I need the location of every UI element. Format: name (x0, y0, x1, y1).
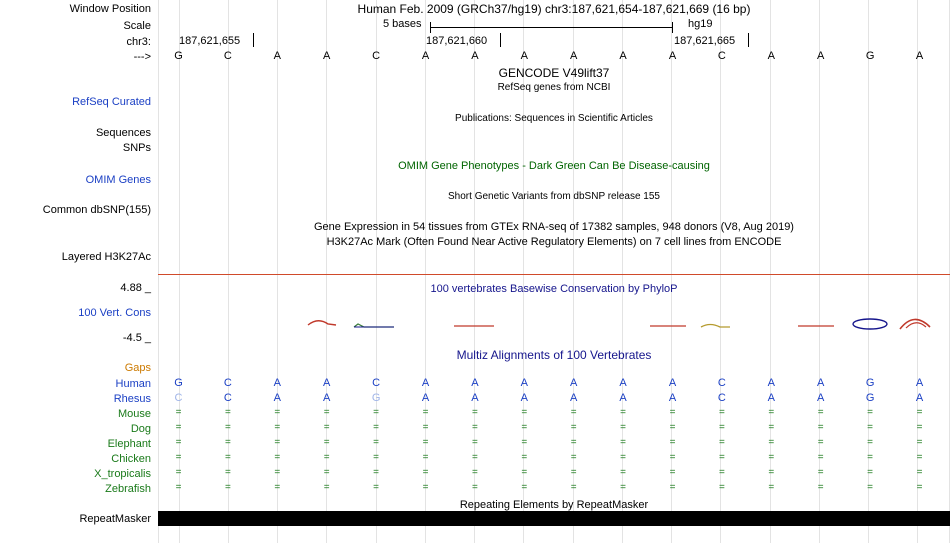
alignment-gap-mark: = (422, 422, 429, 433)
alignment-gap-mark: = (669, 452, 676, 463)
ruler-base: A (817, 50, 825, 62)
alignment-gap-mark: = (768, 407, 775, 418)
alignment-gap-mark: = (373, 437, 380, 448)
alignment-gap-mark: = (175, 437, 182, 448)
conservation-plot (158, 305, 950, 345)
ruler-base: G (865, 50, 875, 62)
alignment-gap-mark: = (323, 437, 330, 448)
title-omim-phenotypes: OMIM Gene Phenotypes - Dark Green Can Be Disease-causing (398, 160, 710, 172)
label-cons-min: -4.5 _ (122, 332, 151, 344)
label-scale: Scale (123, 20, 151, 32)
human-base: G (174, 377, 183, 389)
alignment-gap-mark: = (817, 482, 824, 493)
alignment-gap-mark: = (373, 482, 380, 493)
alignment-gap-mark: = (224, 482, 231, 493)
rhesus-base: C (174, 392, 183, 404)
alignment-gap-mark: = (274, 467, 281, 478)
position-label-3: 187,621,665 (674, 35, 736, 47)
assembly-tag: hg19 (688, 18, 713, 30)
alignment-gap-mark: = (175, 467, 182, 478)
label-common-dbsnp[interactable]: Common dbSNP(155) (42, 204, 151, 216)
title-publications: Publications: Sequences in Scientific Articles (455, 113, 653, 124)
ruler-base: A (619, 50, 627, 62)
alignment-gap-mark: = (422, 467, 429, 478)
alignment-gap-mark: = (620, 422, 627, 433)
label-sequences[interactable]: Sequences (95, 127, 151, 139)
human-base: A (471, 377, 479, 389)
rhesus-base: A (520, 392, 528, 404)
human-base: A (570, 377, 578, 389)
label-omim-genes[interactable]: OMIM Genes (85, 174, 151, 186)
alignment-gap-mark: = (471, 482, 478, 493)
human-base: A (273, 377, 281, 389)
alignment-row-mouse (158, 407, 950, 421)
alignment-gap-mark: = (224, 437, 231, 448)
label-species-dog[interactable]: Dog (130, 423, 151, 435)
alignment-gap-mark: = (175, 482, 182, 493)
scale-bases-label: 5 bases (383, 18, 422, 30)
human-base: A (619, 377, 627, 389)
rhesus-base: C (717, 392, 726, 404)
alignment-gap-mark: = (867, 407, 874, 418)
label-vert-cons[interactable]: 100 Vert. Cons (78, 307, 151, 319)
position-tick-1 (253, 33, 254, 47)
alignment-gap-mark: = (916, 452, 923, 463)
alignment-gap-mark: = (669, 437, 676, 448)
alignment-gap-mark: = (867, 437, 874, 448)
rhesus-base: A (668, 392, 677, 404)
alignment-gap-mark: = (570, 467, 577, 478)
rhesus-base: A (471, 392, 479, 404)
position-tick-3 (748, 33, 749, 47)
alignment-gap-mark: = (274, 437, 281, 448)
alignment-row-human (158, 377, 950, 391)
alignment-gap-mark: = (669, 482, 676, 493)
alignment-gap-mark: = (521, 437, 528, 448)
ruler-base: A (323, 50, 331, 62)
alignment-gap-mark: = (817, 437, 824, 448)
label-layered-h3k27ac[interactable]: Layered H3K27Ac (61, 251, 151, 263)
alignment-gap-mark: = (916, 407, 923, 418)
alignment-gap-mark: = (620, 467, 627, 478)
label-species-x-tropicalis[interactable]: X_tropicalis (94, 468, 151, 480)
title-multiz: Multiz Alignments of 100 Vertebrates (456, 348, 652, 362)
alignment-gap-mark: = (916, 422, 923, 433)
alignment-gap-mark: = (521, 482, 528, 493)
rhesus-base: C (223, 392, 232, 404)
label-repeatmasker[interactable]: RepeatMasker (79, 513, 151, 525)
human-base: G (865, 377, 875, 389)
title-phylop: 100 vertebrates Basewise Conservation by PhyloP (430, 283, 678, 295)
alignment-gap-mark: = (422, 482, 429, 493)
alignment-gap-mark: = (817, 422, 824, 433)
title-gencode: GENCODE V49lift37 (498, 66, 610, 80)
title-repeating-elements: Repeating Elements by RepeatMasker (459, 499, 649, 511)
human-base: A (323, 377, 331, 389)
alignment-gap-mark: = (224, 452, 231, 463)
alignment-gap-mark: = (718, 482, 725, 493)
ruler-base: G (174, 50, 183, 62)
label-chrom: chr3: (126, 36, 151, 48)
ruler-base: A (273, 50, 281, 62)
alignment-gap-mark: = (373, 467, 380, 478)
human-base: C (372, 377, 381, 389)
human-base: A (520, 377, 528, 389)
h3k27ac-baseline (158, 274, 950, 275)
title-h3k27ac: H3K27Ac Mark (Often Found Near Active Regulatory Elements) on 7 cell lines from ENCODE (326, 236, 782, 248)
label-strand: ---> (133, 51, 151, 63)
alignment-gap-mark: = (521, 422, 528, 433)
alignment-gap-mark: = (718, 452, 725, 463)
alignment-gap-mark: = (422, 452, 429, 463)
label-refseq-curated[interactable]: RefSeq Curated (72, 96, 151, 108)
ruler-base: A (570, 50, 578, 62)
alignment-gap-mark: = (768, 437, 775, 448)
alignment-gap-mark: = (867, 452, 874, 463)
alignment-gap-mark: = (323, 407, 330, 418)
rhesus-base: A (767, 392, 775, 404)
label-window-position: Window Position (69, 3, 151, 15)
alignment-gap-mark: = (471, 437, 478, 448)
ruler-base: A (421, 50, 430, 62)
alignment-row-x-tropicalis (158, 467, 950, 481)
alignment-gap-mark: = (718, 422, 725, 433)
repeatmasker-bar (158, 511, 950, 526)
alignment-gap-mark: = (471, 452, 478, 463)
human-base: C (717, 377, 726, 389)
alignment-gap-mark: = (274, 422, 281, 433)
alignment-gap-mark: = (817, 452, 824, 463)
human-base: A (668, 377, 677, 389)
alignment-gap-mark: = (669, 467, 676, 478)
alignment-gap-mark: = (175, 422, 182, 433)
rhesus-base: A (273, 392, 281, 404)
alignment-row-chicken (158, 452, 950, 466)
track-label-column (0, 0, 155, 543)
ruler-base: A (767, 50, 775, 62)
alignment-gap-mark: = (620, 437, 627, 448)
scale-bar-tick-right (672, 22, 673, 33)
rhesus-base: G (865, 392, 875, 404)
title-refseq-ncbi: RefSeq genes from NCBI (497, 82, 611, 93)
alignment-gap-mark: = (768, 452, 775, 463)
position-label-1: 187,621,655 (179, 35, 241, 47)
human-base: A (915, 377, 924, 389)
label-species-zebrafish[interactable]: Zebrafish (105, 483, 151, 495)
alignment-gap-mark: = (521, 407, 528, 418)
human-base: A (817, 377, 825, 389)
alignment-gap-mark: = (422, 407, 429, 418)
label-species-human[interactable]: Human (115, 378, 151, 390)
label-species-rhesus[interactable]: Rhesus (113, 393, 151, 405)
title-gtex: Gene Expression in 54 tissues from GTEx RNA-seq of 17382 samples, 948 donors (V8, Aug 2019) (314, 221, 794, 233)
alignment-gap-mark: = (274, 452, 281, 463)
scale-bar-line (430, 27, 672, 28)
human-base: A (767, 377, 775, 389)
alignment-gap-mark: = (718, 437, 725, 448)
ruler-base: A (668, 50, 677, 62)
rhesus-base: A (817, 392, 825, 404)
alignment-gap-mark: = (570, 407, 577, 418)
rhesus-base: A (323, 392, 331, 404)
alignment-row-dog (158, 422, 950, 436)
alignment-gap-mark: = (867, 422, 874, 433)
alignment-gap-mark: = (471, 422, 478, 433)
alignment-gap-mark: = (422, 437, 429, 448)
alignment-gap-mark: = (867, 467, 874, 478)
alignment-gap-mark: = (669, 422, 676, 433)
scale-bar-tick-left (430, 22, 431, 33)
ruler-base: C (717, 50, 726, 62)
alignment-gap-mark: = (323, 422, 330, 433)
alignment-gap-mark: = (521, 467, 528, 478)
alignment-gap-mark: = (916, 467, 923, 478)
human-base: C (223, 377, 232, 389)
alignment-gap-mark: = (373, 407, 380, 418)
alignment-gap-mark: = (620, 482, 627, 493)
alignment-gap-mark: = (471, 407, 478, 418)
alignment-gap-mark: = (373, 422, 380, 433)
rhesus-base: A (619, 392, 627, 404)
alignment-gap-mark: = (373, 452, 380, 463)
ruler-base: A (471, 50, 479, 62)
alignment-row-rhesus (158, 392, 950, 406)
alignment-gap-mark: = (718, 467, 725, 478)
alignment-gap-mark: = (718, 407, 725, 418)
alignment-gap-mark: = (768, 422, 775, 433)
alignment-gap-mark: = (817, 467, 824, 478)
rhesus-base: A (570, 392, 578, 404)
alignment-gap-mark: = (570, 437, 577, 448)
alignment-gap-mark: = (620, 407, 627, 418)
alignment-gap-mark: = (224, 422, 231, 433)
alignment-gap-mark: = (768, 482, 775, 493)
alignment-gap-mark: = (916, 482, 923, 493)
title-dbsnp155: Short Genetic Variants from dbSNP release 155 (448, 191, 660, 202)
label-cons-max: 4.88 _ (120, 282, 151, 294)
rhesus-base: A (421, 392, 430, 404)
ruler-base: A (520, 50, 528, 62)
alignment-gap-mark: = (274, 482, 281, 493)
ruler-base: A (915, 50, 924, 62)
alignment-gap-mark: = (570, 452, 577, 463)
label-species-mouse[interactable]: Mouse (117, 408, 151, 420)
rhesus-base: A (915, 392, 924, 404)
alignment-gap-mark: = (570, 482, 577, 493)
alignment-gap-mark: = (274, 407, 281, 418)
position-label-2: 187,621,660 (426, 35, 488, 47)
alignment-gap-mark: = (471, 467, 478, 478)
label-species-elephant[interactable]: Elephant (107, 438, 151, 450)
ruler-base: C (372, 50, 381, 62)
track-content (158, 0, 950, 543)
alignment-gap-mark: = (916, 437, 923, 448)
window-position-title: Human Feb. 2009 (GRCh37/hg19) chr3:187,621,654-187,621,669 (16 bp) (357, 2, 751, 16)
ruler-base-row (158, 50, 950, 64)
position-tick-2 (500, 33, 501, 47)
alignment-gap-mark: = (669, 407, 676, 418)
alignment-gap-mark: = (620, 452, 627, 463)
alignment-row-zebrafish (158, 482, 950, 496)
alignment-gap-mark: = (323, 482, 330, 493)
alignment-gap-mark: = (224, 407, 231, 418)
alignment-gap-mark: = (323, 452, 330, 463)
human-base: A (421, 377, 430, 389)
label-gaps[interactable]: Gaps (124, 362, 151, 374)
alignment-gap-mark: = (817, 407, 824, 418)
label-snps[interactable]: SNPs (122, 142, 151, 154)
ruler-base: C (223, 50, 232, 62)
alignment-gap-mark: = (768, 467, 775, 478)
alignment-gap-mark: = (224, 467, 231, 478)
alignment-row-elephant (158, 437, 950, 451)
alignment-gap-mark: = (521, 452, 528, 463)
alignment-gap-mark: = (323, 467, 330, 478)
alignment-gap-mark: = (175, 452, 182, 463)
label-species-chicken[interactable]: Chicken (111, 453, 151, 465)
alignment-gap-mark: = (175, 407, 182, 418)
alignment-gap-mark: = (570, 422, 577, 433)
alignment-gap-mark: = (867, 482, 874, 493)
rhesus-base: G (371, 392, 381, 404)
